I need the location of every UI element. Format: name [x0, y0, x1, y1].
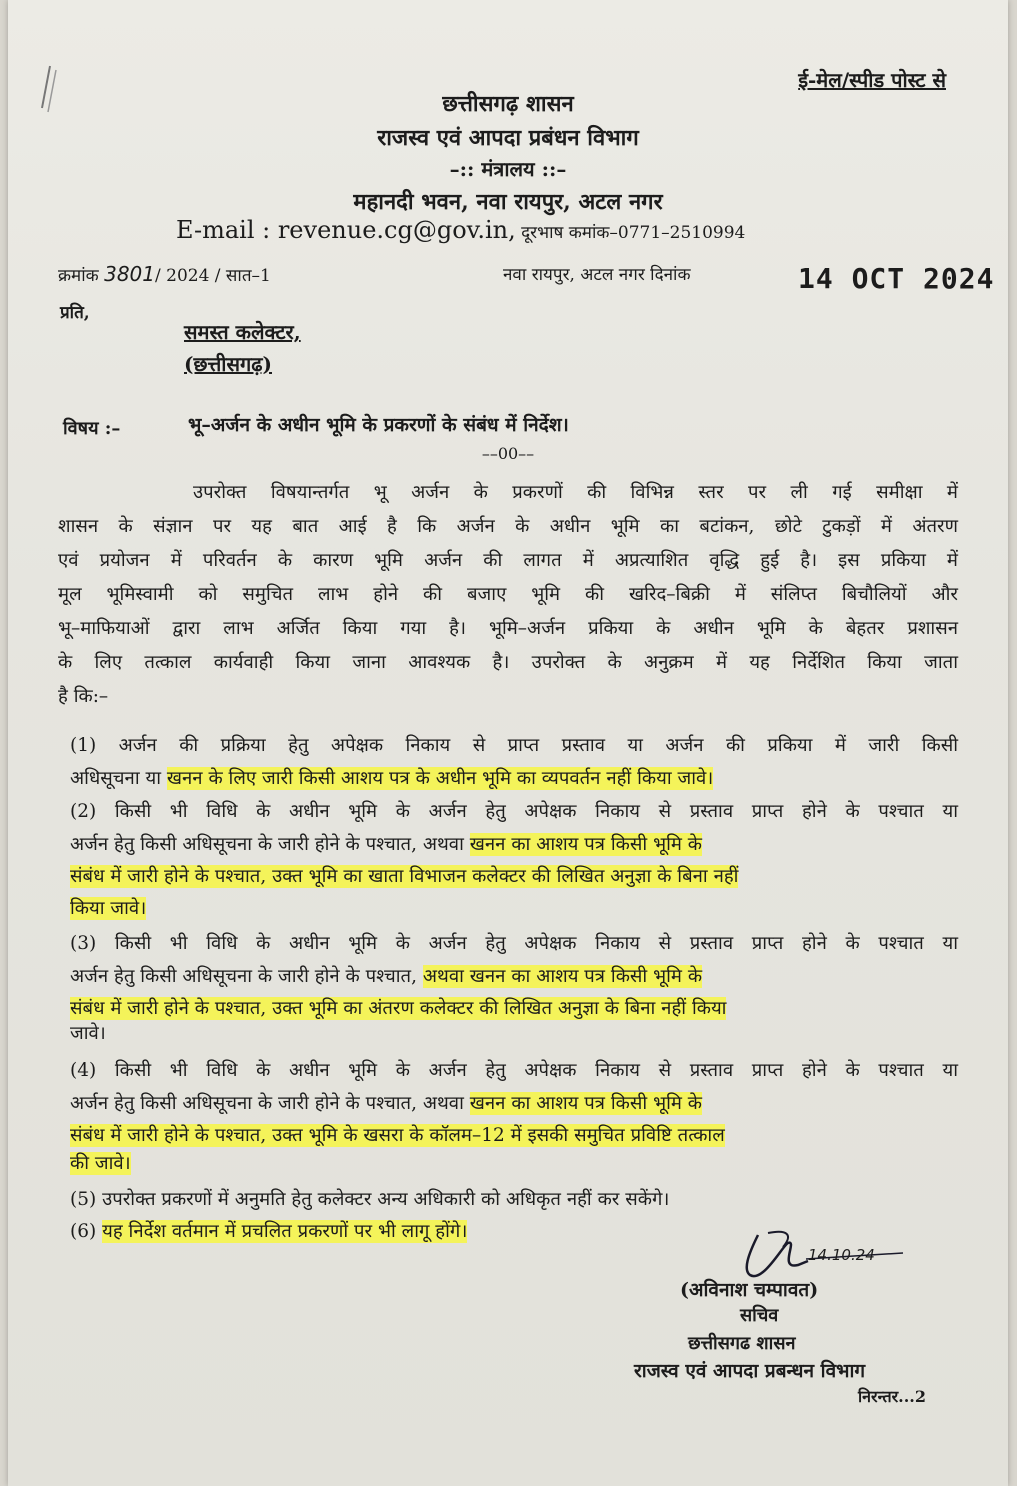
header-address: महानदी भवन, नवा रायपुर, अटल नगर — [353, 189, 663, 215]
reference-place: नवा रायपुर, अटल नगर दिनांक — [503, 265, 691, 285]
header-department: राजस्व एवं आपदा प्रबंधन विभाग — [377, 125, 639, 151]
body-line: मूल भूमिस्वामी को समुचित लाभ होने की बजाए भूमि की खरिद–बिक्री में संलिप्त बिचौलियों और — [58, 584, 958, 605]
highlighted-text: खनन का आशय पत्र किसी भूमि के — [469, 1093, 703, 1114]
reference-prefix: क्रमांक — [58, 266, 105, 286]
body-line: भू–माफियाओं द्वारा लाभ अर्जित किया गया है। भूमि–अर्जन प्रकिया के अधीन भूमि के बेहतर प्रशासन — [58, 618, 958, 639]
point-text: अर्जन हेतु किसी अधिसूचना के जारी होने के पश्चात, — [70, 966, 423, 987]
header-govt: छत्तीसगढ़ शासन — [442, 91, 574, 117]
continued-note: निरन्तर...2 — [858, 1387, 927, 1406]
subject-label: विषय :– — [63, 418, 121, 439]
header-ministry: –:: मंत्रालय ::– — [449, 157, 567, 181]
point-1-line — [70, 765, 713, 790]
body-line: एवं प्रयोजन में परिवर्तन के कारण भूमि अर्जन की लागत में अप्रत्याशित वृद्धि हुई है। इस प्रकिया में — [58, 550, 958, 571]
point-4-line: (4) किसी भी विधि के अधीन भूमि के अर्जन हेतु अपेक्षक निकाय से प्रस्ताव प्राप्त होने के पश्चात या — [70, 1060, 958, 1081]
point-3-line — [70, 995, 726, 1020]
point-text: (6) — [70, 1221, 103, 1242]
point-1-line: (1) अर्जन की प्रक्रिया हेतु अपेक्षक निकाय से प्राप्त प्रस्ताव या अर्जन की प्रकिया में जारी किसी — [70, 735, 958, 756]
addressee-line2: (छत्तीसगढ़) — [184, 352, 272, 376]
point-4-line — [70, 1122, 725, 1147]
highlighted-text: संबंध में जारी होने के पश्चात, उक्त भूमि के खसरा के कॉलम–12 में इसकी समुचित प्रविष्टि तत्काल — [70, 1125, 725, 1146]
point-2-line — [70, 831, 702, 856]
highlighted-text: यह निर्देश वर्तमान में प्रचलित प्रकरणों पर भी लागू होंगे। — [102, 1221, 468, 1242]
highlighted-text: किया जावे। — [70, 898, 147, 919]
addressee-line1: समस्त कलेक्टर, — [184, 320, 301, 344]
highlighted-text: खनन का आशय पत्र किसी भूमि के — [469, 834, 703, 855]
body-line: उपरोक्त विषयान्तर्गत भू अर्जन के प्रकरणों की विभिन्न स्तर पर ली गई समीक्षा में — [193, 482, 958, 503]
signatory-designation: सचिव — [740, 1305, 779, 1326]
reference-number — [58, 262, 271, 286]
highlighted-text: संबंध में जारी होने के पश्चात, उक्त भूमि का अंतरण कलेक्टर की लिखित अनुज्ञा के बिना नहीं किया — [70, 998, 727, 1019]
point-text: अर्जन हेतु किसी अधिसूचना के जारी होने के पश्चात, अथवा — [70, 1093, 470, 1114]
header-email: E-mail : revenue.cg@gov.in, — [176, 216, 516, 244]
addressee-prati: प्रति, — [60, 303, 90, 323]
point-3-line: (3) किसी भी विधि के अधीन भूमि के अर्जन हेतु अपेक्षक निकाय से प्रस्ताव प्राप्त होने के पश्चात या — [70, 933, 958, 954]
point-5-line: (5) उपरोक्त प्रकरणों में अनुमति हेतु कलेक्टर अन्य अधिकारी को अधिकृत नहीं कर सकेंगे। — [70, 1189, 670, 1210]
signature-date: 14.10.24 — [808, 1246, 875, 1264]
signatory-name: (अविनाश चम्पावत) — [680, 1279, 819, 1301]
point-6-line — [70, 1218, 467, 1243]
point-2-line — [70, 895, 146, 920]
point-3-line: जावे। — [70, 1023, 106, 1044]
subject-text: भू–अर्जन के अधीन भूमि के प्रकरणों के संबंध में निर्देश। — [188, 414, 569, 436]
date-stamp: 14 OCT 2024 — [798, 262, 995, 295]
highlighted-text: की जावे। — [70, 1153, 131, 1174]
body-line: शासन के संज्ञान पर यह बात आई है कि अर्जन के अधीन भूमि का बटांकन, छोटे टुकड़ों में अंतरण — [58, 516, 958, 537]
body-line: के लिए तत्काल कार्यवाही किया जाना आवश्यक है। उपरोक्त के अनुक्रम में यह निर्देशित किया जाता — [58, 652, 958, 673]
point-3-line — [70, 963, 702, 988]
highlighted-text: संबंध में जारी होने के पश्चात, उक्त भूमि का खाता विभाजन कलेक्टर की लिखित अनुज्ञा के बिना नहीं — [70, 866, 739, 887]
header-phone: दूरभाष कमांक–0771–2510994 — [515, 223, 746, 243]
signatory-department: राजस्व एवं आपदा प्रबन्धन विभाग — [634, 1360, 866, 1382]
subject-separator: ––00–– — [481, 444, 535, 463]
signatory-govt: छत्तीसगढ शासन — [688, 1333, 796, 1354]
dispatch-mode: ई-मेल/स्पीड पोस्ट से — [798, 68, 946, 92]
reference-handwritten-number: 3801 — [104, 262, 155, 286]
point-text: अर्जन हेतु किसी अधिसूचना के जारी होने के पश्चात, अथवा — [70, 834, 470, 855]
body-line: है कि:– — [58, 686, 109, 707]
point-4-line — [70, 1090, 702, 1115]
highlighted-text: खनन के लिए जारी किसी आशय पत्र के अधीन भूमि का व्यपवर्तन नहीं किया जावे। — [166, 768, 714, 789]
highlighted-text: अथवा खनन का आशय पत्र किसी भूमि के — [422, 966, 703, 987]
point-2-line: (2) किसी भी विधि के अधीन भूमि के अर्जन हेतु अपेक्षक निकाय से प्रस्ताव प्राप्त होने के पश्चात या — [70, 801, 958, 822]
reference-suffix: / 2024 / सात–1 — [155, 266, 271, 286]
point-4-line — [70, 1150, 131, 1175]
letter-page — [8, 0, 1008, 1486]
point-2-line — [70, 863, 738, 888]
header-contact — [176, 216, 745, 244]
point-text: अधिसूचना या — [70, 768, 167, 789]
